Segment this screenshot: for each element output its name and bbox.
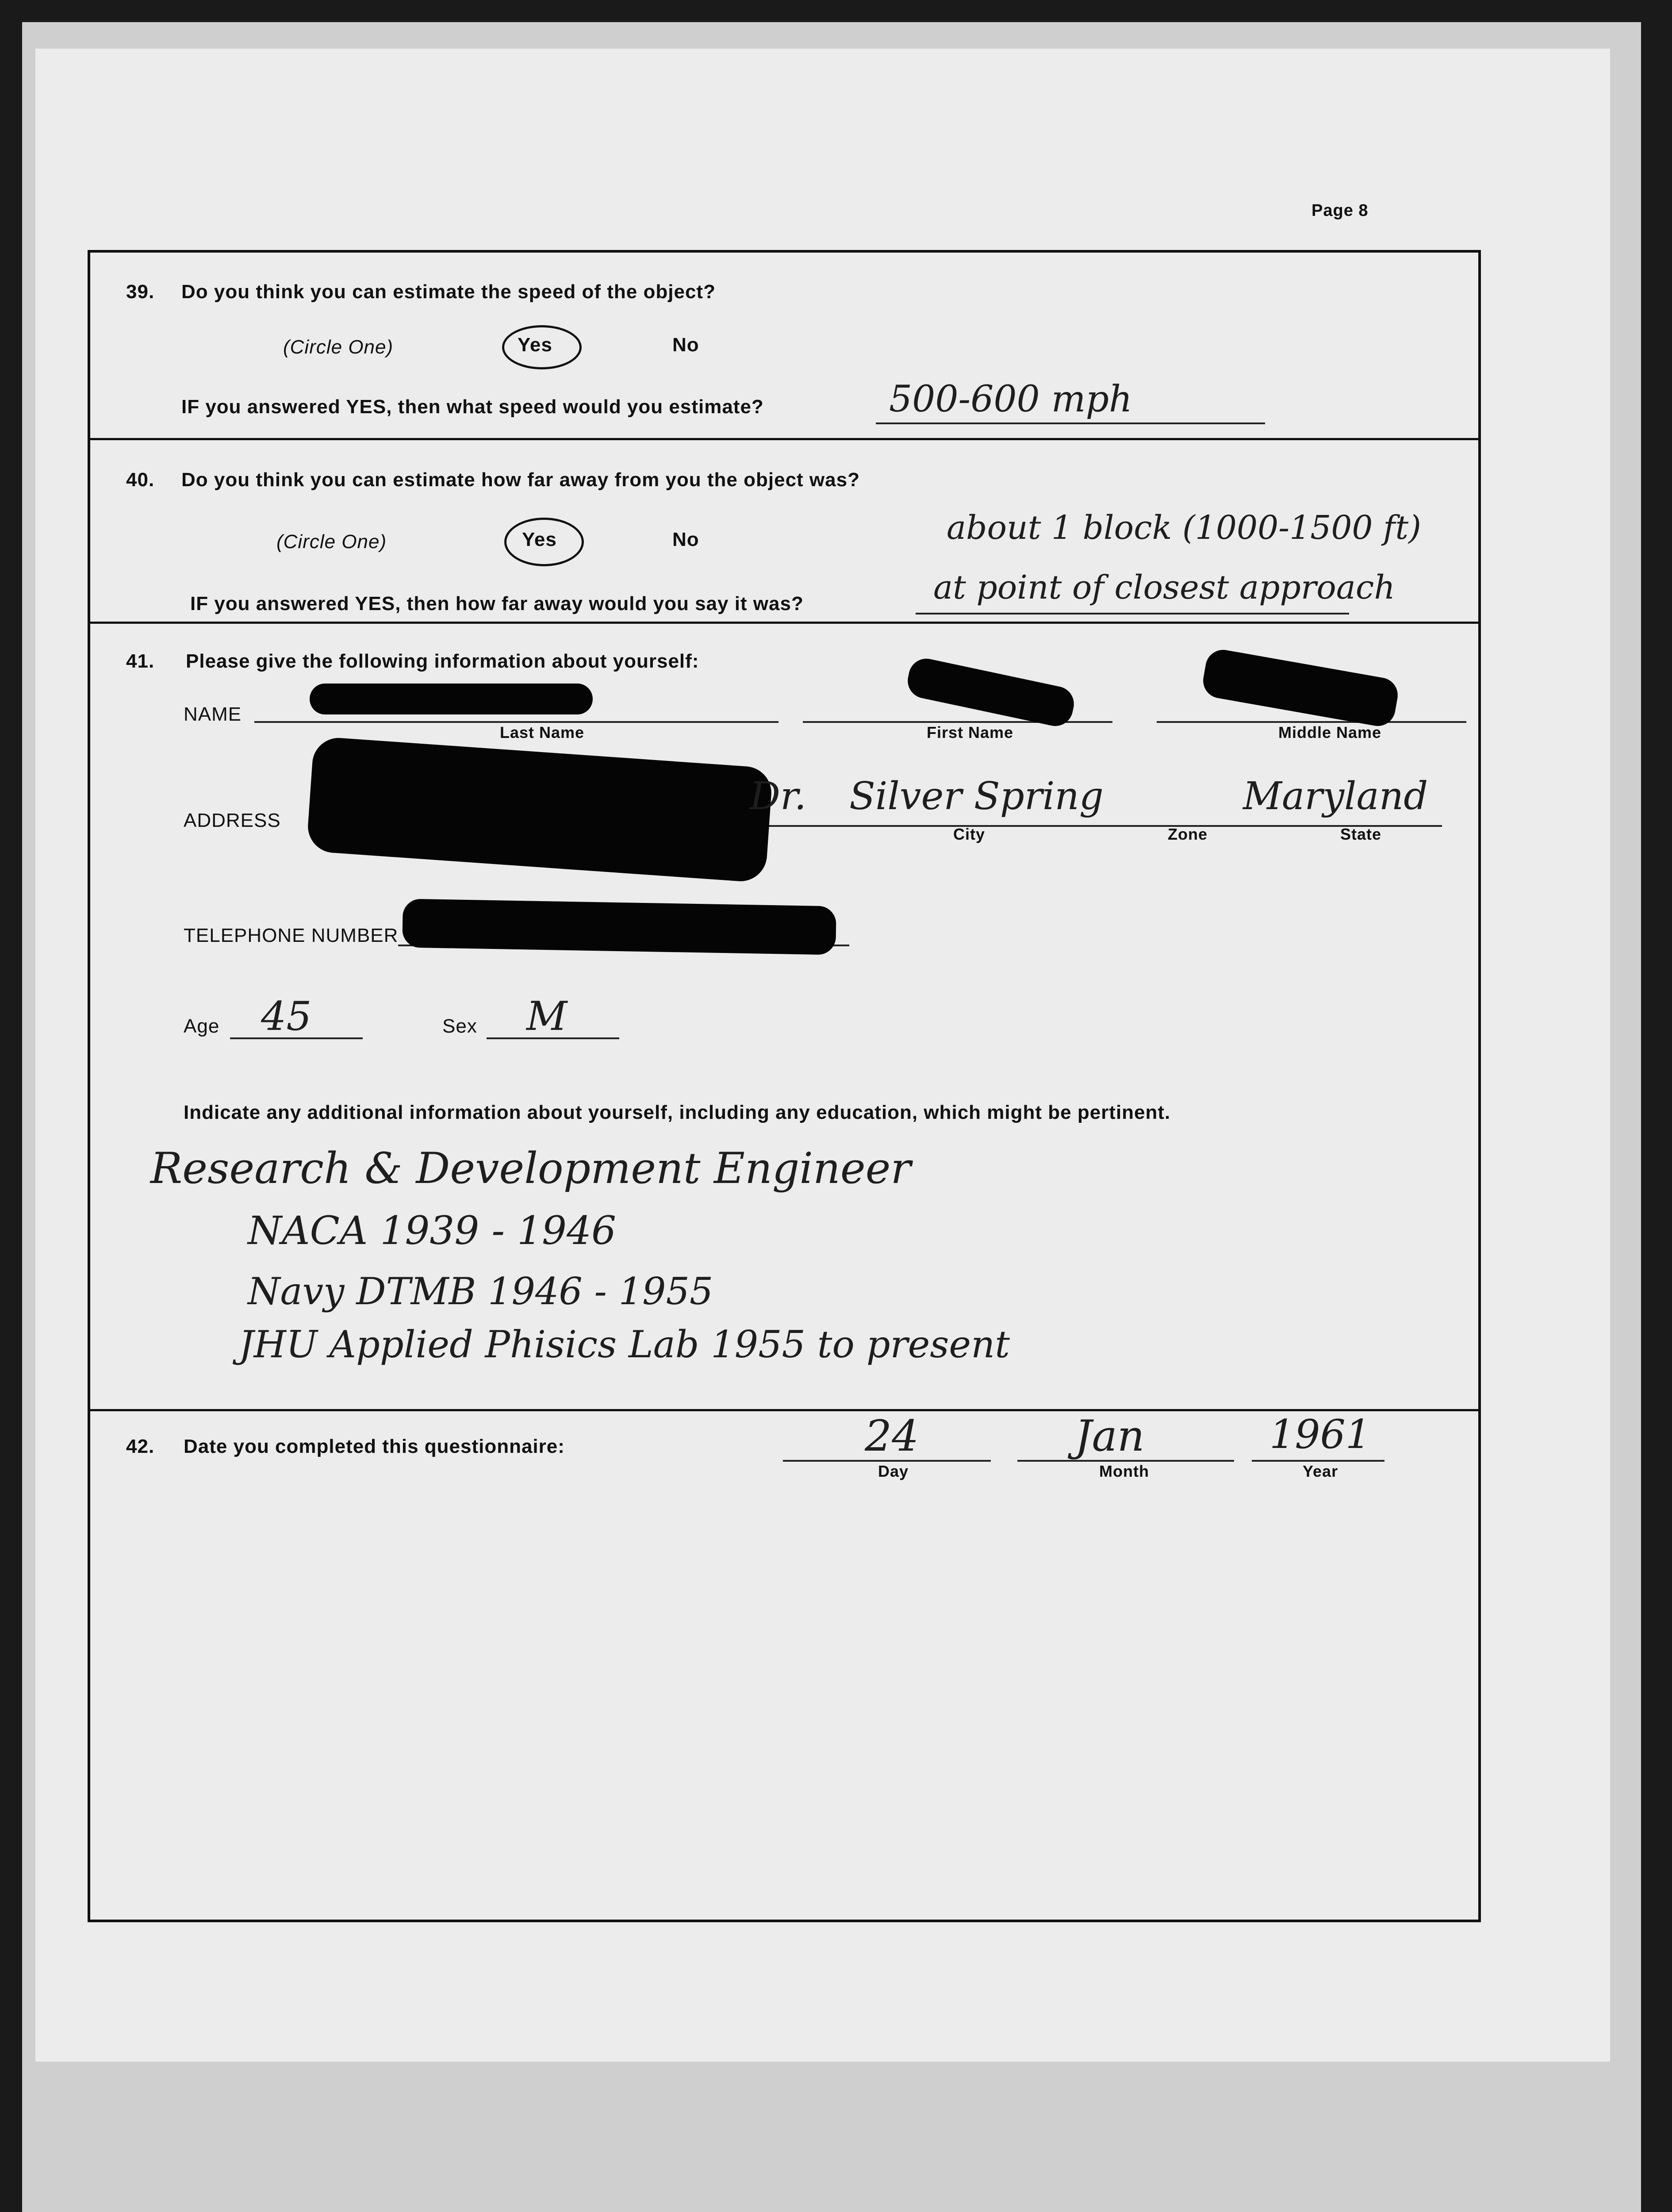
address-city[interactable]: Silver Spring: [849, 774, 1104, 818]
year-caption: Year: [1303, 1462, 1338, 1480]
q42-question: Date you completed this questionnaire:: [184, 1436, 565, 1457]
divider-39-40: [88, 438, 1481, 440]
middle-name-line: [1157, 721, 1466, 723]
middle-name-caption: Middle Name: [1278, 723, 1382, 741]
q39-question: Do you think you can estimate the speed of the object?: [181, 281, 716, 303]
day-caption: Day: [878, 1462, 909, 1480]
additional-info-prompt: Indicate any additional information about yourself, including any education, which might be pertinent.: [184, 1102, 1171, 1123]
q39-followup: IF you answered YES, then what speed would you estimate?: [181, 396, 764, 418]
date-month[interactable]: Jan: [1075, 1411, 1145, 1461]
additional-line-1[interactable]: Research & Development Engineer: [150, 1144, 911, 1193]
age-value[interactable]: 45: [261, 993, 312, 1040]
q40-followup: IF you answered YES, then how far away would you say it was?: [190, 593, 804, 614]
q40-answer-line2[interactable]: at point of closest approach: [933, 568, 1396, 607]
redaction-telephone: [402, 899, 836, 955]
q41-intro: Please give the following information about yourself:: [186, 650, 699, 672]
form-border: [88, 250, 1481, 1922]
sex-label: Sex: [442, 1015, 477, 1037]
additional-line-3[interactable]: Navy DTMB 1946 - 1955: [248, 1270, 713, 1313]
first-name-caption: First Name: [927, 723, 1014, 741]
additional-line-2[interactable]: NACA 1939 - 1946: [248, 1208, 616, 1253]
month-caption: Month: [1099, 1462, 1149, 1480]
address-state[interactable]: Maryland: [1243, 774, 1428, 818]
year-line: [1252, 1460, 1384, 1462]
q39-answer-line: [876, 422, 1265, 424]
last-name-line: [254, 721, 778, 723]
q39-no-option[interactable]: No: [672, 334, 699, 356]
q39-yes-option[interactable]: Yes: [518, 334, 552, 356]
name-label: NAME: [184, 703, 242, 725]
last-name-caption: Last Name: [500, 723, 585, 741]
q40-answer-line1[interactable]: about 1 block (1000-1500 ft): [947, 509, 1421, 547]
address-street-suffix: Dr.: [750, 774, 806, 818]
divider-40-41: [88, 622, 1481, 624]
redaction-last-name: [310, 684, 593, 714]
q42-number: 42.: [126, 1436, 155, 1457]
additional-line-4[interactable]: JHU Applied Phisics Lab 1955 to present: [239, 1323, 1010, 1366]
q40-answer-line: [916, 613, 1349, 614]
q40-yes-option[interactable]: Yes: [522, 529, 557, 550]
date-year[interactable]: 1961: [1269, 1411, 1371, 1458]
age-label: Age: [184, 1015, 220, 1037]
q40-number: 40.: [126, 469, 155, 491]
q40-circle-one: (Circle One): [276, 531, 387, 553]
state-caption: State: [1340, 825, 1382, 843]
q39-circle-one: (Circle One): [283, 336, 394, 358]
page-number: Page 8: [1312, 201, 1369, 220]
q40-question: Do you think you can estimate how far away from you the object was?: [181, 469, 860, 491]
city-caption: City: [953, 825, 986, 843]
date-day[interactable]: 24: [865, 1411, 919, 1461]
sex-value[interactable]: M: [526, 993, 568, 1040]
q41-number: 41.: [126, 650, 155, 672]
q39-number: 39.: [126, 281, 155, 303]
q40-no-option[interactable]: No: [672, 529, 699, 550]
q39-answer[interactable]: 500-600 mph: [889, 378, 1132, 420]
telephone-label: TELEPHONE NUMBER: [184, 925, 399, 946]
address-label: ADDRESS: [184, 810, 281, 831]
zone-caption: Zone: [1168, 825, 1208, 843]
